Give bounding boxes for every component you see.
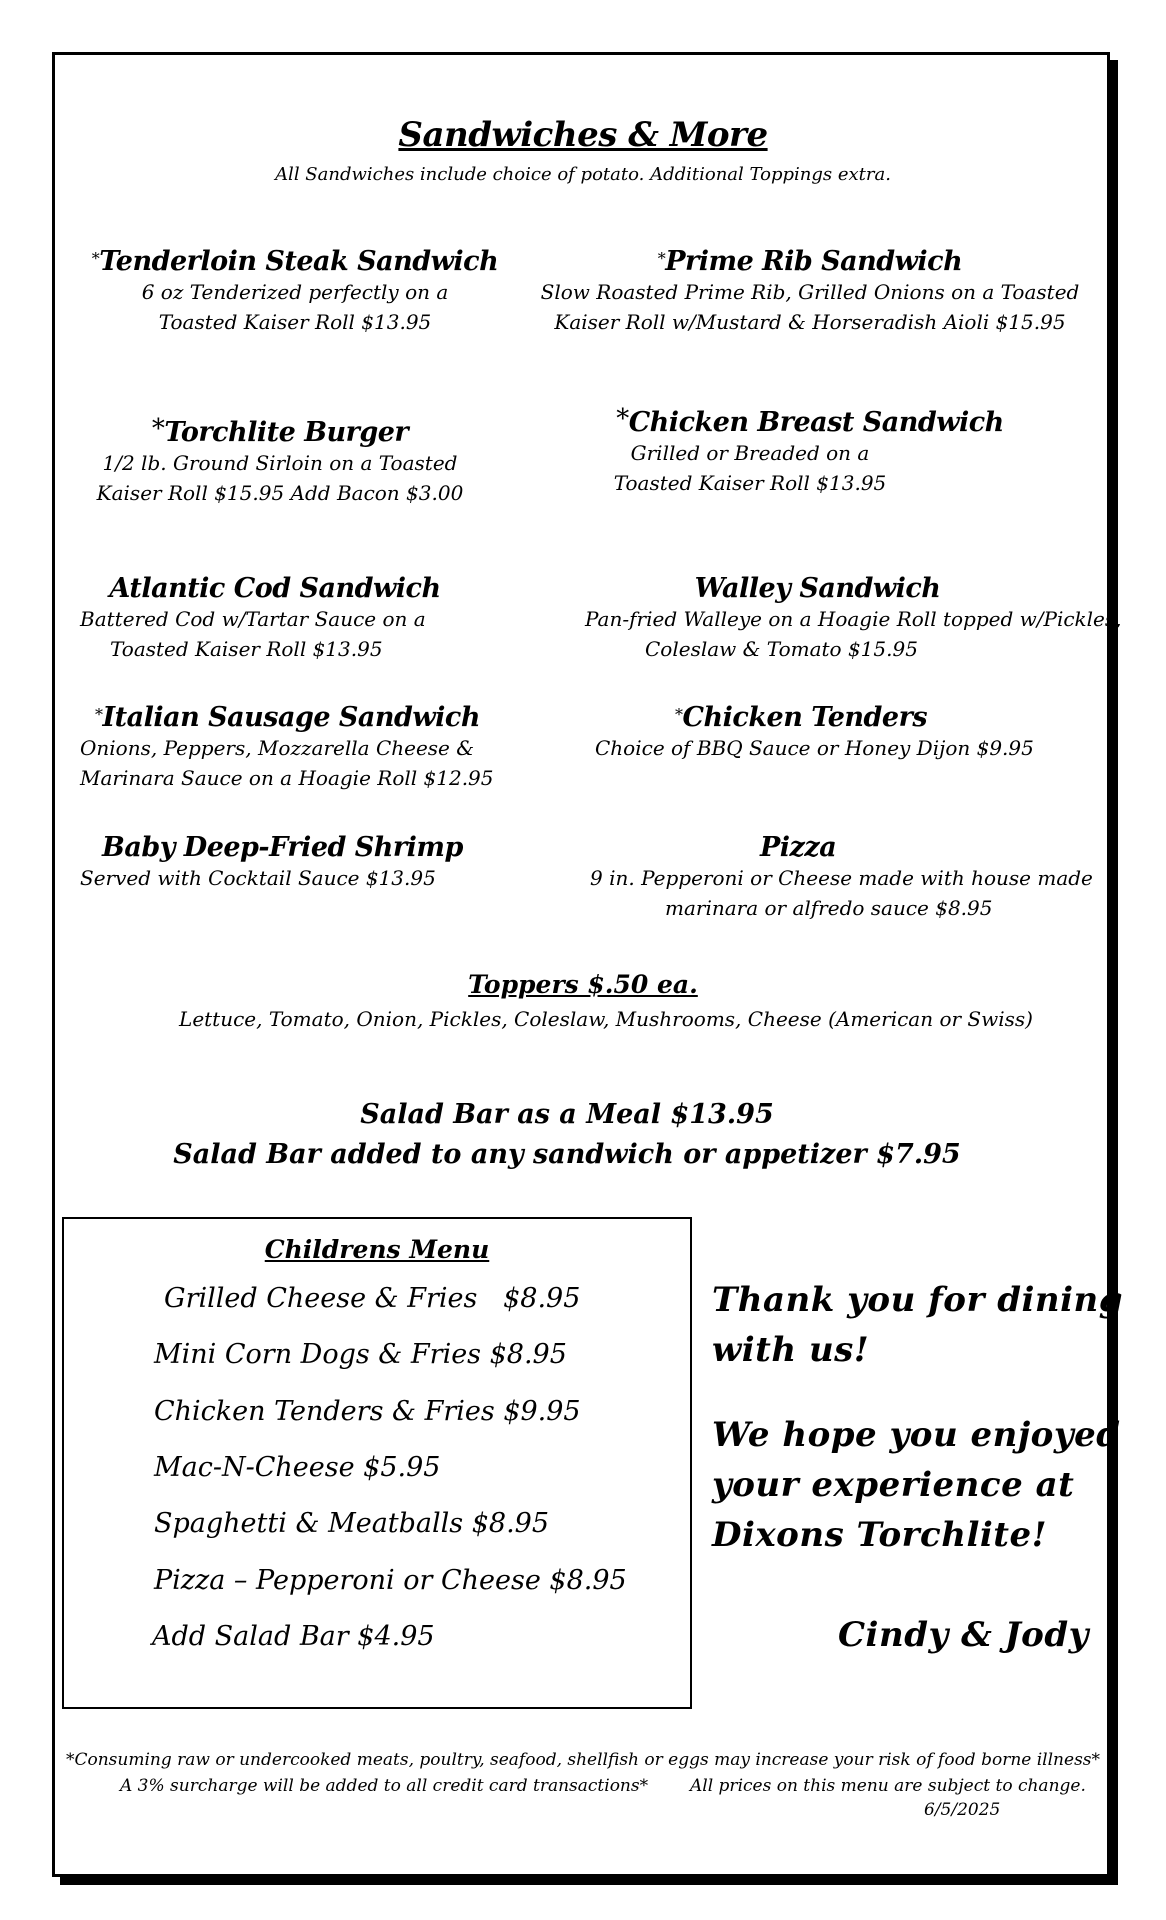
childrens-menu-item: Chicken Tenders & Fries $9.95 xyxy=(154,1396,581,1427)
item-description-line: 1/2 lb. Ground Sirloin on a Toasted xyxy=(102,451,458,475)
childrens-menu-item: Grilled Cheese & Fries $8.95 xyxy=(164,1283,581,1314)
toppers-list: Lettuce, Tomato, Onion, Pickles, Coleslaw, Mushrooms, Cheese (American or Swiss) xyxy=(179,1007,1033,1031)
page-title: Sandwiches & More xyxy=(398,115,768,155)
menu-item-chicken-tenders xyxy=(580,702,1080,763)
item-name xyxy=(60,702,500,733)
item-description-line: Slow Roasted Prime Rib, Grilled Onions on a Toasted xyxy=(540,280,1080,304)
menu-date: 6/5/2025 xyxy=(924,1800,1001,1820)
item-title: Baby Deep-Fried Shrimp xyxy=(102,832,463,863)
childrens-menu-item: Spaghetti & Meatballs $8.95 xyxy=(154,1508,550,1539)
item-description-line: Pan-fried Walleye on a Hoagie Roll topped w/Pickles, xyxy=(585,607,1122,631)
item-description-line: 9 in. Pepperoni or Cheese made with house made xyxy=(590,866,1093,890)
menu-item-torchlite-burger xyxy=(60,414,500,508)
item-description-line: Kaiser Roll w/Mustard & Horseradish Aioli $15.95 xyxy=(554,310,1066,334)
salad-bar-added: Salad Bar added to any sandwich or appetizer $7.95 xyxy=(173,1139,961,1170)
item-description-line: Kaiser Roll $15.95 Add Bacon $3.00 xyxy=(96,481,464,505)
item-name xyxy=(60,573,490,604)
item-description-line: Choice of BBQ Sauce or Honey Dijon $9.95 xyxy=(595,736,1034,760)
item-description-line: Served with Cocktail Sauce $13.95 xyxy=(80,866,436,890)
item-title: Torchlite Burger xyxy=(164,417,409,448)
item-star: * xyxy=(95,705,103,724)
item-title: Atlantic Cod Sandwich xyxy=(109,573,441,604)
salad-bar-meal: Salad Bar as a Meal $13.95 xyxy=(360,1099,774,1130)
item-description-line: Battered Cod w/Tartar Sauce on a xyxy=(80,607,426,631)
thank-you-line: Thank you for dining xyxy=(712,1280,1124,1320)
item-name xyxy=(560,404,1060,438)
hope-line: your experience at xyxy=(712,1465,1075,1505)
item-description-line: Toasted Kaiser Roll $13.95 xyxy=(110,637,383,661)
hope-line: We hope you enjoyed xyxy=(712,1415,1121,1455)
childrens-menu-item: Mac-N-Cheese $5.95 xyxy=(154,1452,441,1483)
item-name xyxy=(540,246,1080,277)
menu-item-prime-rib xyxy=(540,246,1080,337)
childrens-menu-item: Mini Corn Dogs & Fries $8.95 xyxy=(154,1339,567,1370)
item-description-line: Toasted Kaiser Roll $13.95 xyxy=(613,471,887,495)
item-star: * xyxy=(91,249,100,268)
item-name xyxy=(570,832,1070,863)
menu-item-walley xyxy=(565,573,1122,664)
childrens-menu-item: Add Salad Bar $4.95 xyxy=(152,1621,435,1652)
item-description-line: Grilled or Breaded on a xyxy=(630,441,870,465)
menu-item-pizza xyxy=(570,832,1093,923)
prices-note: All prices on this menu are subject to change. xyxy=(690,1776,1086,1796)
item-star: * xyxy=(616,404,629,434)
page-subtitle: All Sandwiches include choice of potato. Additional Toppings extra. xyxy=(275,164,891,185)
food-safety-warning: *Consuming raw or undercooked meats, poultry, seafood, shellfish or eggs may increase your risk of food borne illness* xyxy=(65,1750,1101,1770)
menu-item-italian-sausage xyxy=(60,702,500,793)
item-name xyxy=(60,832,500,863)
item-description-line: Onions, Peppers, Mozzarella Cheese & xyxy=(80,736,475,760)
surcharge-note: A 3% surcharge will be added to all credit card transactions* xyxy=(120,1776,649,1796)
item-name xyxy=(60,414,500,448)
item-star: * xyxy=(151,414,165,444)
item-title: Tenderloin Steak Sandwich xyxy=(99,246,499,277)
item-name xyxy=(525,573,1110,604)
item-description-line: Marinara Sauce on a Hoagie Roll $12.95 xyxy=(80,766,494,790)
item-title: Chicken Breast Sandwich xyxy=(628,407,1004,438)
menu-item-baby-shrimp xyxy=(60,832,500,893)
item-title: Italian Sausage Sandwich xyxy=(102,702,480,733)
item-name xyxy=(580,702,1080,733)
item-description-line: Coleslaw & Tomato $15.95 xyxy=(645,637,918,661)
item-title: Chicken Tenders xyxy=(682,702,928,733)
childrens-menu-item: Pizza – Pepperoni or Cheese $8.95 xyxy=(154,1565,627,1596)
item-title: Prime Rib Sandwich xyxy=(665,246,963,277)
menu-item-atlantic-cod xyxy=(60,573,490,664)
item-star: * xyxy=(657,249,666,268)
childrens-menu-title: Childrens Menu xyxy=(264,1235,490,1264)
item-description-line: marinara or alfredo sauce $8.95 xyxy=(665,896,993,920)
hope-line: Dixons Torchlite! xyxy=(712,1515,1048,1555)
menu-item-chicken-breast xyxy=(560,404,1060,498)
item-star: * xyxy=(675,705,683,724)
item-name xyxy=(60,246,530,277)
signature: Cindy & Jody xyxy=(838,1615,1089,1655)
thank-you-line: with us! xyxy=(712,1330,870,1370)
childrens-menu-box xyxy=(62,1217,692,1709)
menu-item-tenderloin xyxy=(60,246,530,337)
item-description-line: 6 oz Tenderized perfectly on a xyxy=(141,280,449,304)
toppers-title: Toppers $.50 ea. xyxy=(468,970,698,999)
item-description-line: Toasted Kaiser Roll $13.95 xyxy=(158,310,432,334)
item-title: Walley Sandwich xyxy=(694,573,941,604)
item-title: Pizza xyxy=(760,832,837,863)
